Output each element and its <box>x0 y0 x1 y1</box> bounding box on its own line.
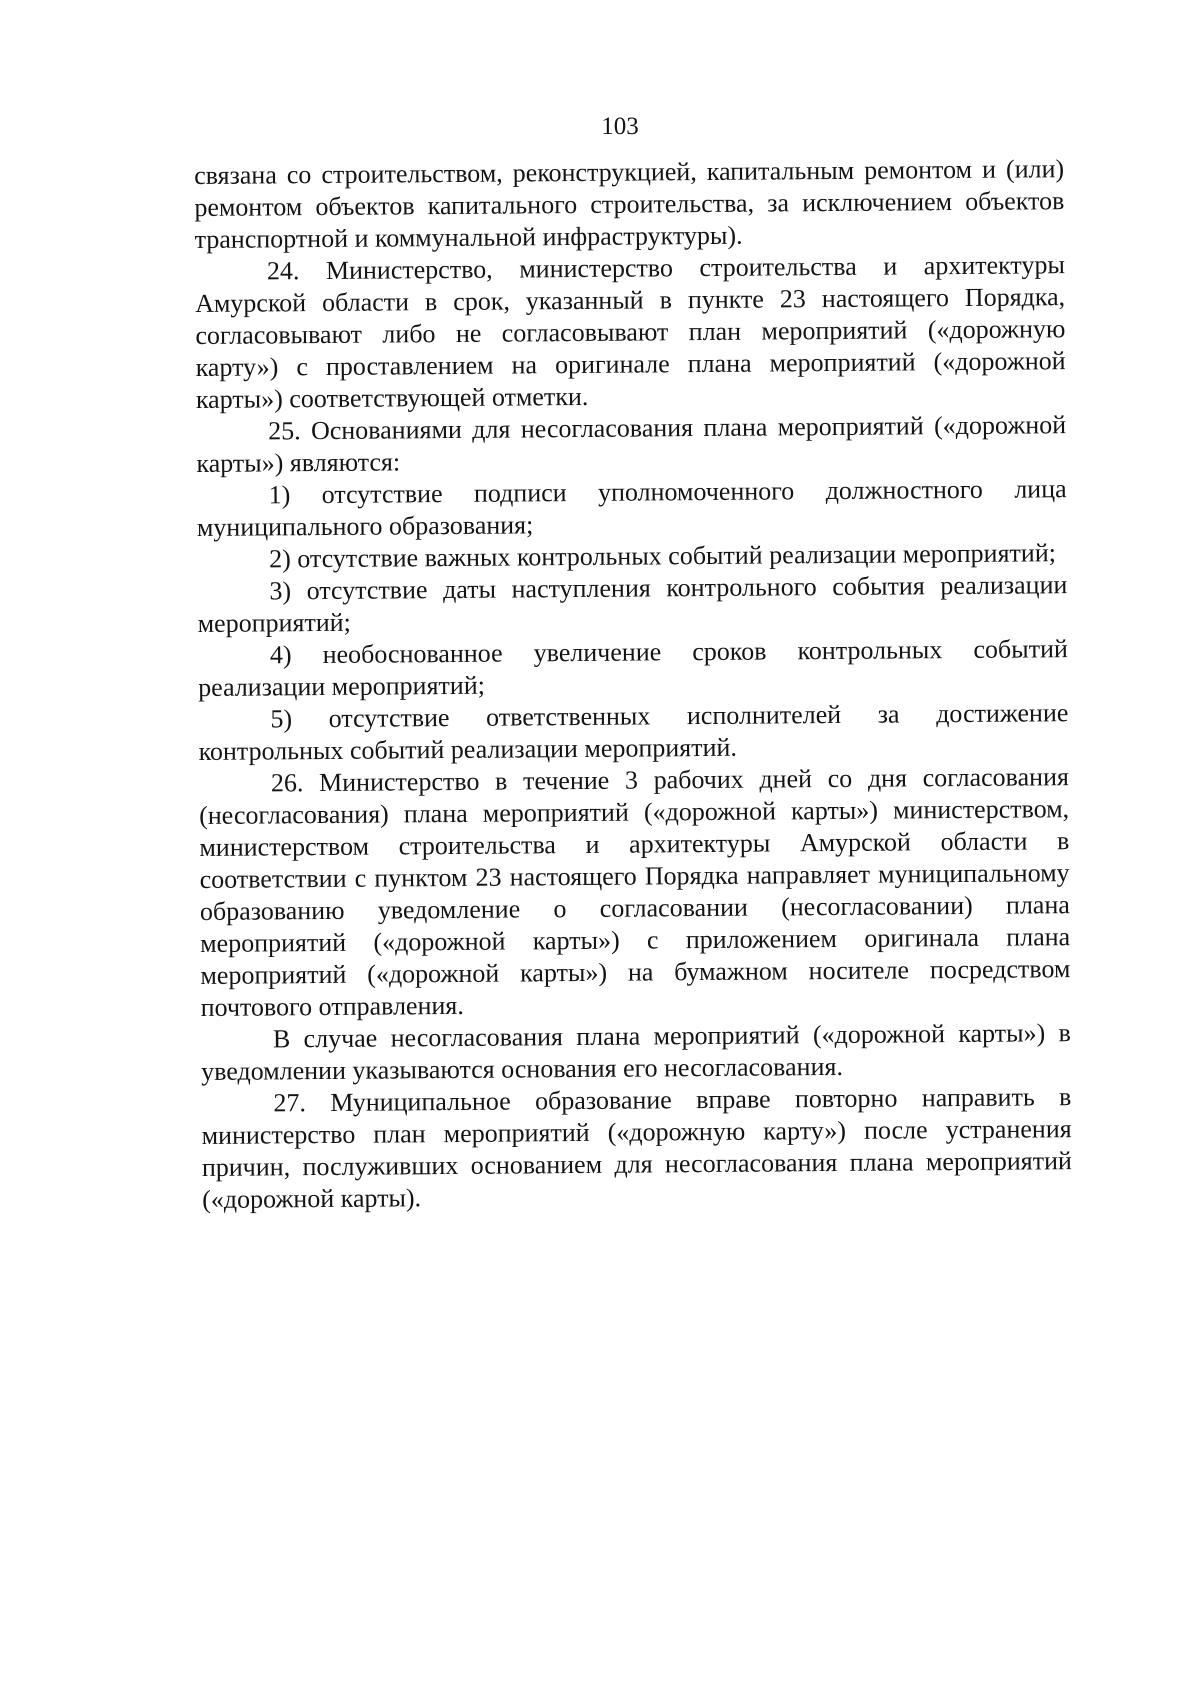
list-item-4: 4) необоснованное увеличение сроков контрольных событий реализации мероприятий; <box>198 634 1068 702</box>
paragraph-26-note: В случае несогласования плана мероприятий («дорожной карты») в уведомлении указываются основания его несогласования. <box>201 1018 1071 1086</box>
list-item-1: 1) отсутствие подписи уполномоченного должностного лица муниципального образования; <box>196 474 1067 542</box>
list-item-5: 5) отсутствие ответственных исполнителей за достижение контрольных событий реализации мероприятий. <box>198 698 1069 766</box>
page-number: 103 <box>601 113 639 140</box>
paragraph-26: 26. Министерство в течение 3 рабочих дней со дня согласования (несогласования) плана мероприятий («дорожной карты») министерством, министерством строительства и архитектуры Амурской области в соответствии с пунктом 23 настоящего Порядка направляет муниципальному образованию уведомление о согласовании (несогласовании) плана мероприятий («дорожной карты») с приложением оригинала плана мероприятий («дорожной карты») на бумажном носителе посредством почтового отправления. <box>199 762 1071 1022</box>
document-body <box>194 153 1072 1216</box>
paragraph-27: 27. Муниципальное образование вправе повторно направить в министерство план мероприятий («дорожную карту») после устранения причин, послуживших основанием для несогласования плана мероприятий («дорожной карты). <box>201 1082 1072 1214</box>
list-item-3: 3) отсутствие даты наступления контрольного события реализации мероприятий; <box>197 570 1068 638</box>
paragraph-continuation: связана со строительством, реконструкцией, капитальным ремонтом и (или) ремонтом объектов капитального строительства, за исключением объектов транспортной и коммунальной инфраструктуры). <box>194 154 1065 254</box>
list-item-2: 2) отсутствие важных контрольных событий реализации мероприятий; <box>269 538 1057 574</box>
paragraph-24: 24. Министерство, министерство строительства и архитектуры Амурской области в срок, указанный в пункте 23 настоящего Порядка, согласовывают либо не согласовывают план мероприятий («дорожную карту») с проставлением на оригинале плана мероприятий («дорожной карты») соответствующей отметки. <box>195 250 1066 414</box>
paragraph-25: 25. Основаниями для несогласования плана мероприятий («дорожной карты») являются: <box>196 410 1067 478</box>
